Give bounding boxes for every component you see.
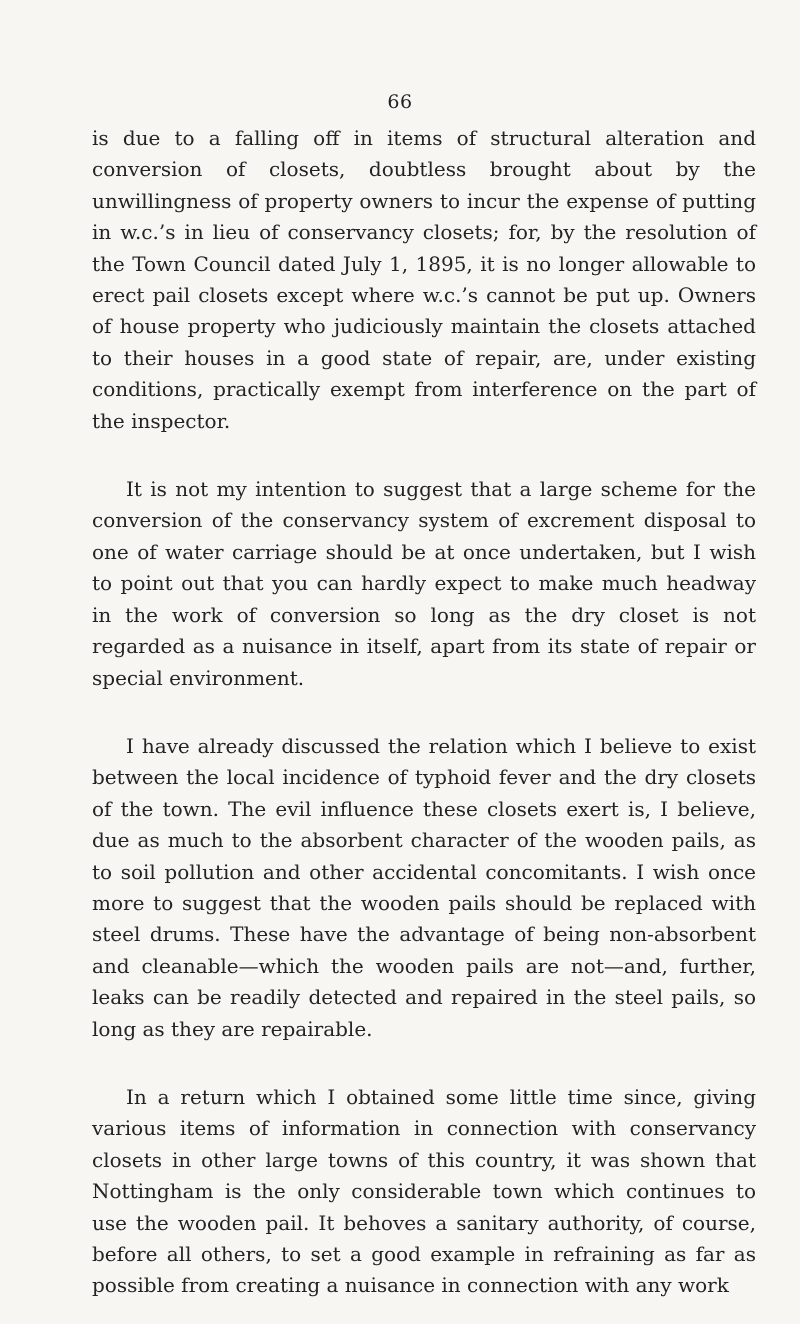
paragraph-conversion-scheme: It is not my intention to suggest that a large scheme for the conversion of the conservancy system of excrement disposal to one of water carriage should be at once undertaken, but I wish to point out that you can hardly expect to make much headway in the work of conversion so long as the dry closet is not regarded as a nuisance in itself, apart from its state of repair or special environment.	[92, 477, 756, 690]
paragraph-typhoid-and-pails: I have already discussed the relation which I believe to exist between the local incidence of typhoid fever and the dry closets of the town. The evil influence these closets exert is, I believe, due as much to the absorbent character of the wooden pails, as to soil pollution and other accidental concomitants. I wish once more to suggest that the wooden pails should be replaced with steel drums. These have the advantage of being non-absorbent and cleanable—which the wooden pails are not—and, further, leaks can be readily detected and repaired in the steel pails, so long as they are repairable.	[92, 733, 756, 1041]
page-number: 66	[387, 91, 413, 113]
paragraph-return-information: In a return which I obtained some little time since, giving various items of information in connection with conservancy closets in other large towns of this country, it was shown that Nottingham is the only considerable town which continues to use the wooden pail. It behoves a sanitary authority, of course, before all others, to set a good example in refraining as far as possible from creating a nuisance in connection with any work	[92, 1084, 756, 1298]
body-text	[92, 123, 756, 1302]
paragraph-continuation: is due to a falling off in items of structural alteration and conversion of closets, doubtless brought about by the unwillingness of property owners to incur the expense of putting in w.c.’s in lieu of conservancy closets; for, by the resolution of the Town Council dated July 1, 1895, it is no longer allowable to erect pail closets except where w.c.’s cannot be put up. Owners of house property who judiciously maintain the closets attached to their houses in a good state of repair, are, under existing conditions, practically exempt from interference on the part of the inspector.	[92, 126, 756, 433]
